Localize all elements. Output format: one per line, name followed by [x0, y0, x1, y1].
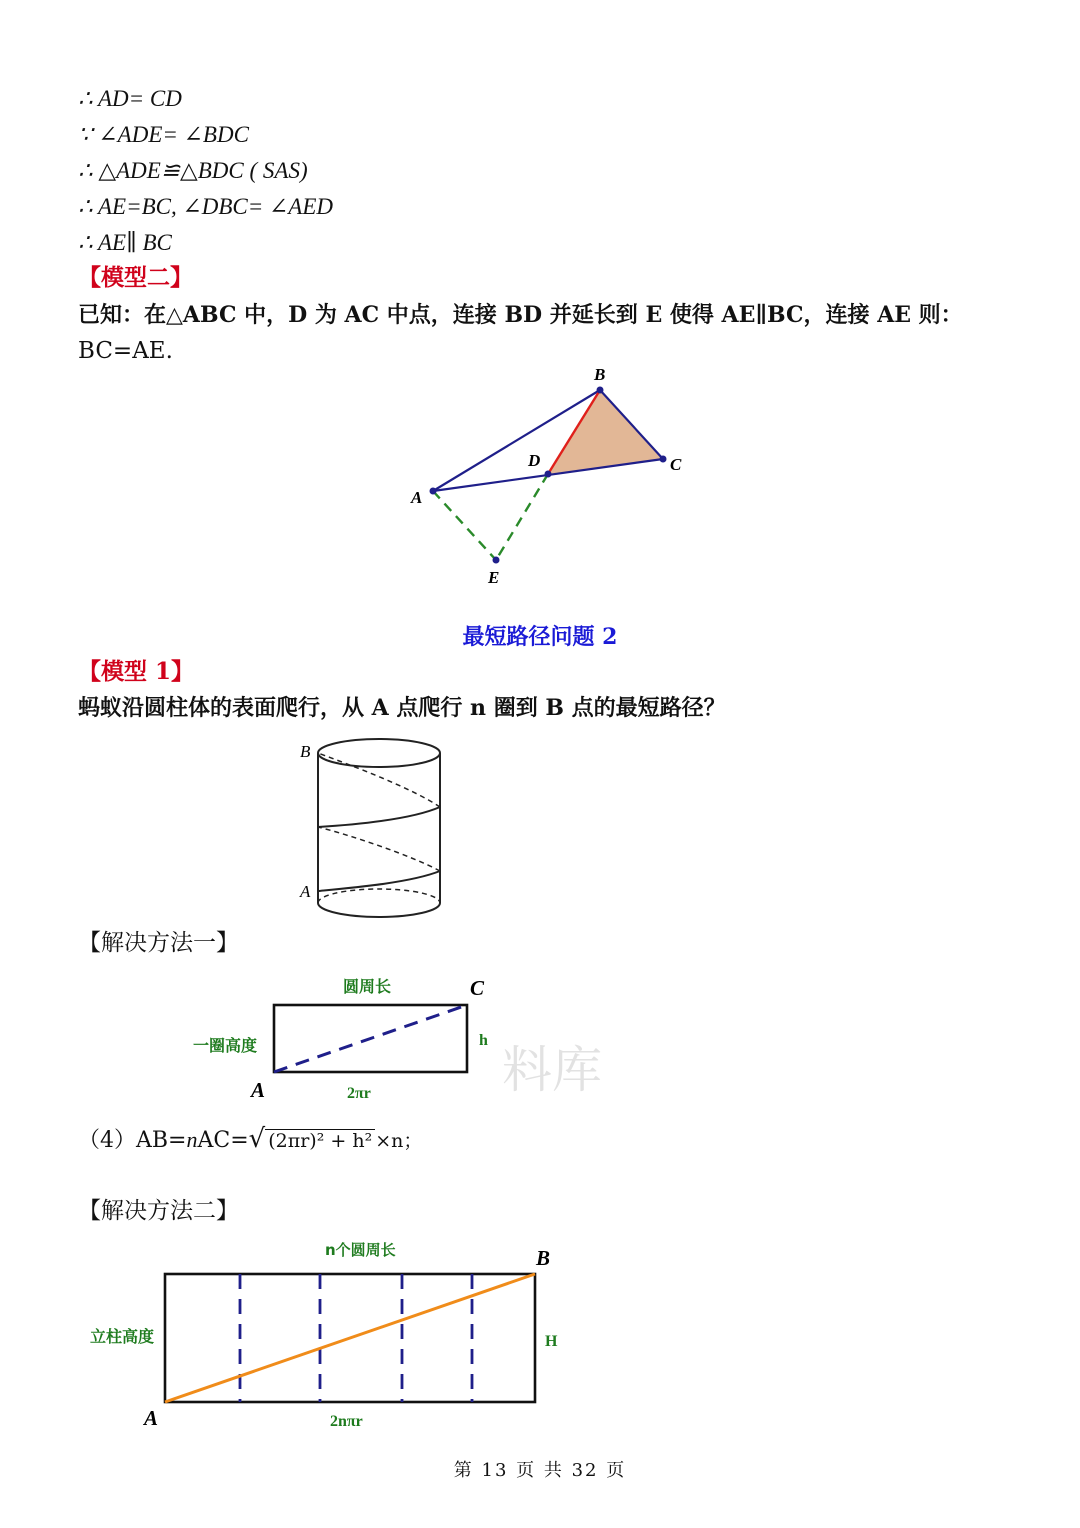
method1-formula	[78, 1124, 422, 1156]
model2-statement-line1: 已知：在△ABC 中，D 为 AC 中点，连接 BD 并延长到 E 使得 AE∥BC，连接 AE 则：	[78, 302, 963, 328]
proof-line-2: ∵ ∠ADE= ∠BDC	[78, 122, 249, 147]
method1-rectangle-figure	[185, 970, 515, 1105]
label-a: A	[411, 488, 423, 507]
method2-label-bottom: 2nπr	[330, 1413, 363, 1430]
cylinder-label-a: A	[300, 882, 311, 901]
formula-mid: AC=	[197, 1128, 249, 1153]
method1-label-right: h	[479, 1032, 488, 1049]
method1-heading: 【解决方法一】	[78, 930, 239, 956]
triangle-figure	[400, 360, 700, 590]
model1-question: 蚂蚁沿圆柱体的表面爬行，从 A 点爬行 n 圈到 B 点的最短路径？	[78, 695, 726, 721]
method2-label-left: 立柱高度	[90, 1327, 155, 1346]
label-d: D	[528, 451, 541, 470]
proof-line-5: ∴ AE∥ BC	[78, 230, 172, 255]
label-c: C	[670, 455, 682, 474]
method2-diagonal	[165, 1274, 535, 1402]
cylinder-figure	[290, 735, 460, 930]
method2-label-right: H	[545, 1333, 558, 1350]
label-b: B	[594, 365, 606, 384]
formula-prefix: （4）AB=	[78, 1128, 187, 1153]
model2-heading: 【模型二】	[78, 264, 193, 291]
method1-corner-c: C	[470, 976, 485, 1000]
label-e: E	[488, 568, 500, 587]
sqrt-sign: √	[248, 1124, 266, 1154]
segment-de-dashed	[496, 474, 548, 560]
proof-line-3: ∴ △ADE≌△BDC ( SAS)	[78, 158, 308, 183]
method1-label-bottom: 2πr	[347, 1085, 371, 1102]
method2-corner-a: A	[144, 1406, 159, 1430]
method2-heading: 【解决方法二】	[78, 1198, 239, 1224]
cylinder-label-b: B	[300, 742, 311, 761]
segment-ae-dashed	[433, 491, 496, 560]
watermark-text: 料库	[502, 1041, 602, 1099]
formula-suffix: ×n；	[375, 1130, 423, 1152]
proof-line-4: ∴ AE=BC, ∠DBC= ∠AED	[78, 194, 333, 219]
method1-label-top: 圆周长	[343, 977, 392, 996]
proof-line-1: ∴ AD= CD	[78, 86, 182, 111]
method2-rectangle-figure	[80, 1235, 580, 1435]
method2-label-top: n个圆周长	[325, 1241, 396, 1259]
section-title: 最短路径问题 2	[462, 624, 618, 650]
method1-label-left: 一圈高度	[193, 1036, 258, 1055]
model2-statement-line2: BC=AE.	[78, 338, 173, 364]
formula-radicand: (2πr)² + h²	[265, 1129, 375, 1152]
page-footer: 第 13 页 共 32 页	[453, 1460, 627, 1481]
method1-corner-a: A	[251, 1078, 266, 1102]
model1-heading: 【模型 1】	[78, 658, 195, 685]
method2-corner-b: B	[536, 1246, 551, 1270]
formula-n: n	[186, 1127, 198, 1152]
